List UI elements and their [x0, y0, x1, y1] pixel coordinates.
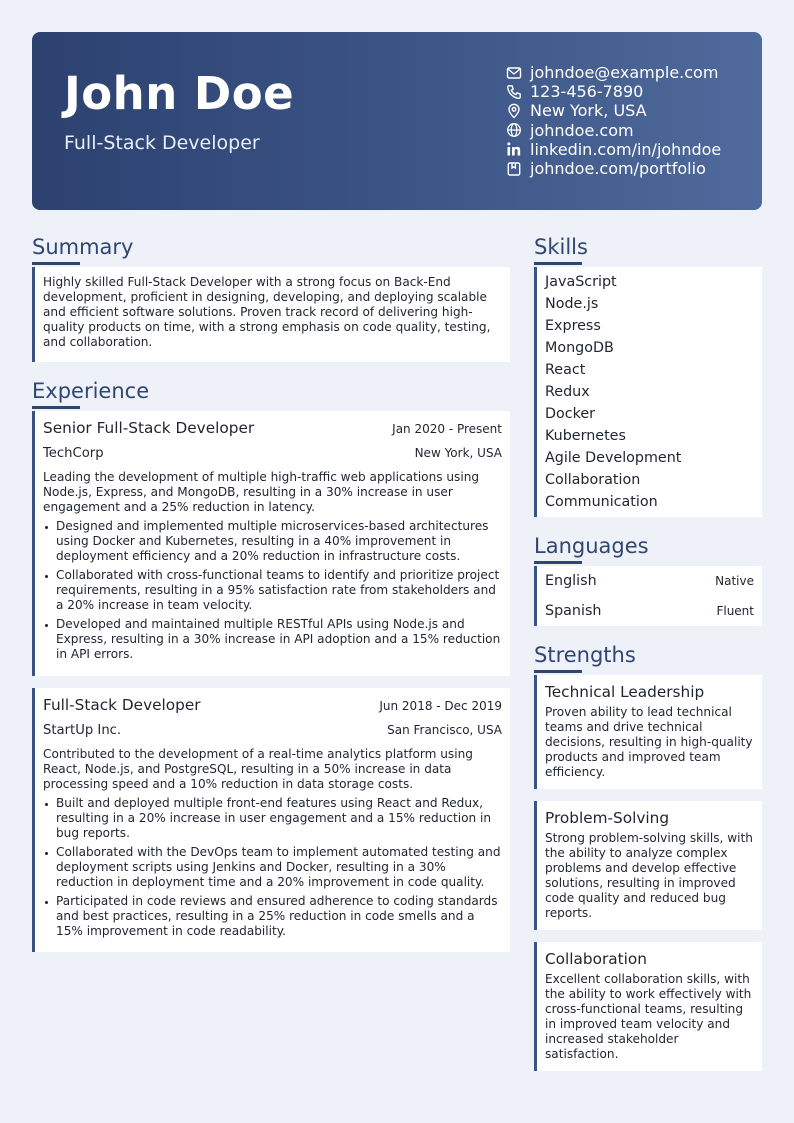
job-location: New York, USA [414, 446, 502, 460]
summary-heading: Summary [32, 235, 134, 259]
candidate-name: John Doe [64, 67, 295, 120]
job-company: StartUp Inc. [43, 723, 122, 738]
phone-icon [506, 84, 522, 100]
skill-item: MongoDB [545, 340, 614, 356]
language-name: English [545, 573, 597, 589]
job-bullet: Collaborated with the DevOps team to implement automated testing and deployment scripts using Jenkins and Docker, resulting in a 30% reduction in deployment time and a 20% improvement in code quality. [43, 845, 502, 890]
skill-item: Docker [545, 406, 596, 422]
skill-item: Redux [545, 384, 590, 400]
skills-card [534, 267, 762, 517]
mail-icon [506, 65, 522, 81]
job-card [32, 411, 510, 676]
job-bullet: Collaborated with cross-functional teams to identify and prioritize project requirements, resulting in a 95% satisfaction rate from stakeholders and a 20% increase in team velocity. [43, 568, 502, 613]
strength-description: Strong problem-solving skills, with the ability to analyze complex problems and develop effective solutions, resulting in improved code quality and reduced bug reports. [545, 831, 753, 920]
experience-heading: Experience [32, 379, 150, 403]
linkedin-icon [506, 141, 522, 157]
portfolio-icon [506, 161, 522, 177]
contact-portfolio[interactable] [506, 159, 721, 178]
strength-card [534, 801, 762, 930]
job-date: Jun 2018 - Dec 2019 [379, 699, 502, 713]
strength-card [534, 675, 762, 789]
skill-item: Node.js [545, 296, 599, 312]
strengths-heading: Strengths [534, 643, 636, 667]
skill-item: Collaboration [545, 472, 641, 488]
strength-title: Technical Leadership [545, 683, 705, 701]
job-bullets [43, 519, 502, 662]
globe-icon [506, 122, 522, 138]
languages-heading: Languages [534, 534, 649, 558]
job-bullet: Designed and implemented multiple microservices-based architectures using Docker and Kubernetes, resulting in a 40% improvement in deployment efficiency and a 20% reduction in infrastructure costs. [43, 519, 502, 564]
languages-card [534, 566, 762, 626]
job-company: TechCorp [43, 446, 104, 461]
strength-description: Excellent collaboration skills, with the ability to work effectively with cross-functional teams, resulting in improved team velocity and increased stakeholder satisfaction. [545, 972, 752, 1061]
language-row [537, 596, 762, 626]
contact-email-text: johndoe@example.com [530, 63, 719, 83]
contact-phone[interactable] [506, 82, 721, 101]
summary-card [32, 267, 510, 362]
skills-list [537, 267, 762, 513]
strength-description: Proven ability to lead technical teams and drive technical decisions, resulting in high-quality products and improved team efficiency. [545, 705, 753, 779]
job-bullet: Developed and maintained multiple RESTful APIs using Node.js and Express, resulting in a 30% increase in API adoption and a 15% reduction in API errors. [43, 617, 502, 662]
job-title: Full-Stack Developer [43, 696, 201, 714]
job-location: San Francisco, USA [387, 723, 502, 737]
skill-item: Kubernetes [545, 428, 626, 444]
contact-location [506, 101, 721, 120]
skill-item: Agile Development [545, 450, 682, 466]
skills-heading: Skills [534, 235, 588, 259]
job-bullet: Built and deployed multiple front-end features using React and Redux, resulting in a 20% increase in user engagement and a 15% reduction in bug reports. [43, 796, 502, 841]
contact-linkedin[interactable] [506, 140, 721, 159]
candidate-title: Full-Stack Developer [64, 132, 260, 154]
job-date: Jan 2020 - Present [392, 422, 502, 436]
language-row [537, 566, 762, 596]
job-card [32, 688, 510, 952]
job-bullet: Participated in code reviews and ensured adherence to coding standards and best practices, resulting in a 25% reduction in code smells and a 15% improvement in code readability. [43, 894, 502, 939]
contact-email[interactable] [506, 63, 721, 82]
skill-item: Communication [545, 494, 658, 510]
job-title: Senior Full-Stack Developer [43, 419, 255, 437]
language-name: Spanish [545, 603, 602, 619]
contact-list [506, 63, 721, 178]
strength-title: Problem-Solving [545, 809, 670, 827]
contact-portfolio-text: johndoe.com/portfolio [530, 159, 706, 179]
contact-website-text: johndoe.com [530, 120, 634, 140]
job-description: Contributed to the development of a real-time analytics platform using React, Node.js, and PostgreSQL, resulting in a 50% increase in data processing speed and a 10% reduction in data storage costs. [43, 747, 473, 791]
job-description: Leading the development of multiple high-traffic web applications using Node.js, Express, and MongoDB, resulting in a 30% increase in user engagement and a 25% reduction in latency. [43, 470, 480, 514]
contact-phone-text: 123-456-7890 [530, 82, 644, 102]
language-level: Native [715, 574, 754, 588]
job-bullets [43, 796, 502, 939]
skill-item: JavaScript [545, 274, 617, 290]
strength-title: Collaboration [545, 950, 647, 968]
contact-website[interactable] [506, 121, 721, 140]
strength-card [534, 942, 762, 1071]
skill-item: React [545, 362, 586, 378]
language-level: Fluent [716, 604, 754, 618]
location-icon [506, 103, 522, 119]
skill-item: Express [545, 318, 601, 334]
resume-header [32, 32, 762, 210]
contact-location-text: New York, USA [530, 101, 647, 121]
summary-text: Highly skilled Full-Stack Developer with a strong focus on Back-End development, proficient in designing, developing, and deploying scalable and efficient software solutions. Proven track record of delivering high-quality products on time, with a strong emphasis on code quality, testing, and collaboration. [43, 275, 491, 349]
contact-linkedin-text: linkedin.com/in/johndoe [530, 139, 722, 159]
